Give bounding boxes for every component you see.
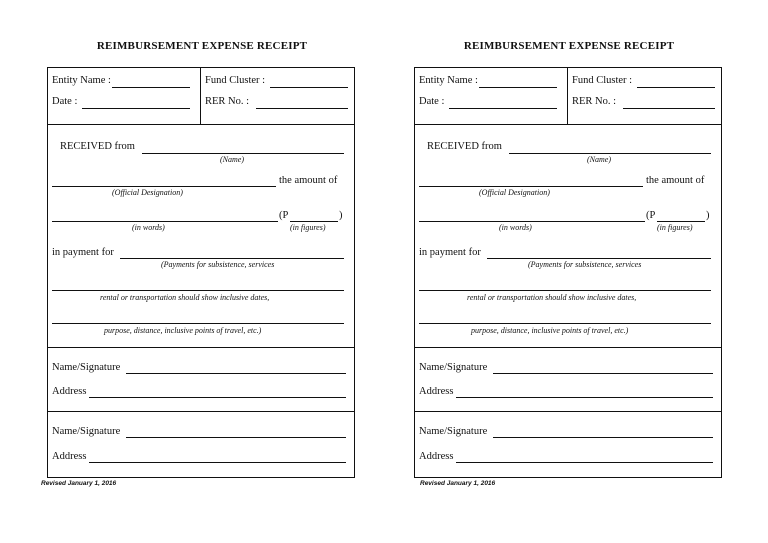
payment-note-1: (Payments for subsistence, services [161,260,275,269]
payment-note-3: purpose, distance, inclusive points of travel, etc.) [471,326,629,335]
rer-no-field[interactable] [256,108,348,109]
name-signature-field[interactable] [493,437,713,438]
name-caption: (Name) [587,155,611,164]
payment-note-1: (Payments for subsistence, services [528,260,642,269]
peso-open: (P [279,210,289,221]
fund-cluster-field[interactable] [637,87,715,88]
name-signature-label: Name/Signature [52,426,121,437]
entity-name-label: Entity Name : [419,75,478,86]
in-payment-for-label: in payment for [52,247,114,258]
amount-figures-field[interactable] [290,221,338,222]
receipt-frame [414,67,722,478]
received-from-field[interactable] [509,153,711,154]
received-from-label: RECEIVED from [60,141,135,152]
amount-figures-field[interactable] [657,221,705,222]
fund-cluster-label: Fund Cluster : [205,75,266,86]
name-signature-field[interactable] [493,373,713,374]
date-field[interactable] [449,108,557,109]
amount-words-field[interactable] [52,221,278,222]
fund-cluster-label: Fund Cluster : [572,75,633,86]
address-field[interactable] [89,462,346,463]
section-divider [415,347,721,348]
payment-for-field[interactable] [120,258,344,259]
name-signature-label: Name/Signature [419,426,488,437]
date-field[interactable] [82,108,190,109]
name-signature-field[interactable] [126,437,346,438]
receipt-frame [47,67,355,478]
entity-name-field[interactable] [479,87,557,88]
in-figures-caption: (in figures) [657,223,693,232]
in-payment-for-label: in payment for [419,247,481,258]
address-label: Address [419,451,454,462]
date-label: Date : [419,96,445,107]
rer-no-label: RER No. : [572,96,617,107]
name-signature-field[interactable] [126,373,346,374]
receipt-left [41,0,357,490]
receipt-right [414,0,724,490]
payment-line-3[interactable] [52,323,344,324]
entity-name-label: Entity Name : [52,75,111,86]
in-words-caption: (in words) [132,223,165,232]
header-section [415,68,721,125]
payment-for-field[interactable] [487,258,711,259]
payment-line-2[interactable] [419,290,711,291]
entity-name-field[interactable] [112,87,190,88]
designation-field[interactable] [52,186,276,187]
address-label: Address [52,386,87,397]
peso-open: (P [646,210,656,221]
name-signature-label: Name/Signature [52,362,121,373]
revised-note: Revised January 1, 2016 [41,480,117,487]
address-label: Address [52,451,87,462]
designation-field[interactable] [419,186,643,187]
rer-no-label: RER No. : [205,96,250,107]
section-divider [415,411,721,412]
date-label: Date : [52,96,78,107]
name-caption: (Name) [220,155,244,164]
payment-line-2[interactable] [52,290,344,291]
in-words-caption: (in words) [499,223,532,232]
section-divider [48,411,354,412]
form-title: REIMBURSEMENT EXPENSE RECEIPT [463,40,675,52]
address-field[interactable] [89,397,346,398]
header-divider [200,68,201,124]
amount-of-label: the amount of [646,175,705,186]
payment-note-2: rental or transportation should show inclusive dates, [100,293,270,302]
section-divider [48,347,354,348]
received-from-field[interactable] [142,153,344,154]
address-field[interactable] [456,462,713,463]
payment-note-2: rental or transportation should show inclusive dates, [467,293,637,302]
address-label: Address [419,386,454,397]
header-divider [567,68,568,124]
fund-cluster-field[interactable] [270,87,348,88]
name-signature-label: Name/Signature [419,362,488,373]
amount-words-field[interactable] [419,221,645,222]
in-figures-caption: (in figures) [290,223,326,232]
rer-no-field[interactable] [623,108,715,109]
form-title: REIMBURSEMENT EXPENSE RECEIPT [96,40,308,52]
revised-note: Revised January 1, 2016 [420,480,496,487]
address-field[interactable] [456,397,713,398]
official-designation-caption: (Official Designation) [112,188,183,197]
header-section [48,68,354,125]
peso-close: ) [339,210,343,221]
amount-of-label: the amount of [279,175,338,186]
payment-note-3: purpose, distance, inclusive points of travel, etc.) [104,326,262,335]
official-designation-caption: (Official Designation) [479,188,550,197]
peso-close: ) [706,210,710,221]
payment-line-3[interactable] [419,323,711,324]
received-from-label: RECEIVED from [427,141,502,152]
